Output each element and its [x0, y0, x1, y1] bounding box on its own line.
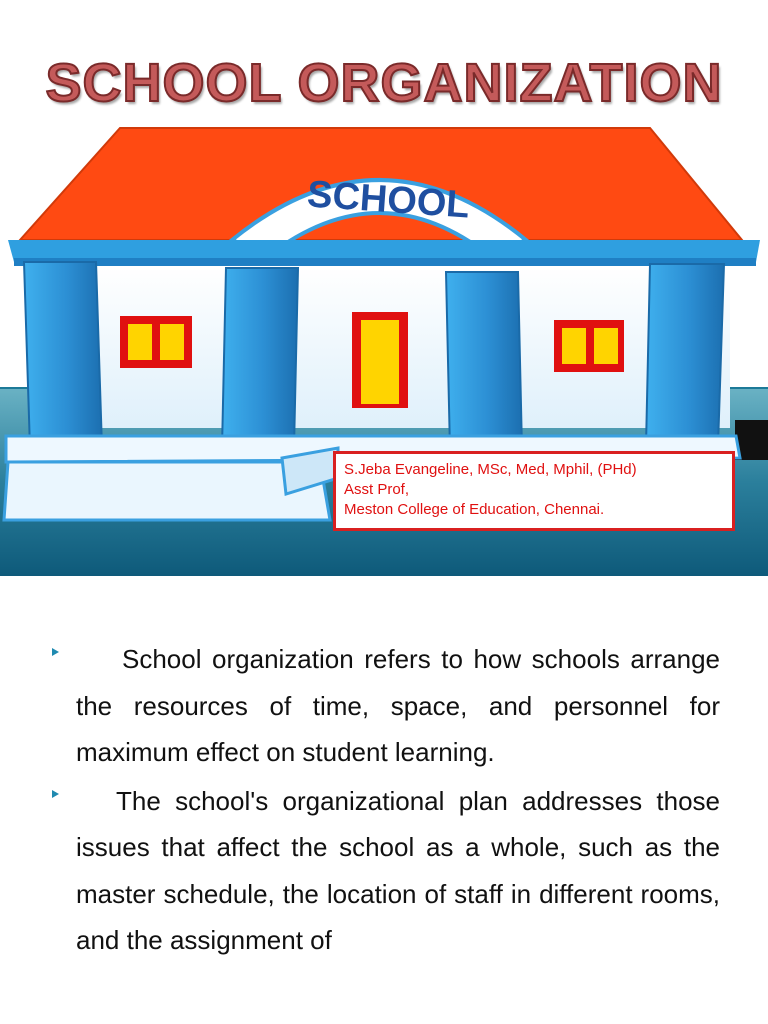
- building-sign-text: SCHOOL: [305, 173, 471, 227]
- window-right-pane-2: [594, 328, 618, 364]
- window-right-pane-1: [562, 328, 586, 364]
- bullet-text: School organization refers to how schools arrange the resources of time, space, and personnel for maximum effect on student learning.: [76, 644, 720, 767]
- author-institution: Meston College of Education, Chennai.: [344, 501, 605, 518]
- door-panel: [361, 320, 399, 404]
- roof-eave-shadow: [14, 258, 756, 266]
- window-left-pane-1: [128, 324, 152, 360]
- pillar-4: [646, 264, 724, 446]
- front-steps: [4, 462, 330, 520]
- bullet-text: The school's organizational plan addresses those issues that affect the school as a whole, such as the master schedule, the location of staff in different rooms, and the assignment of: [76, 785, 720, 955]
- pillar-1: [24, 262, 102, 448]
- triangle-bullet-icon: [52, 648, 59, 656]
- bullet-item: [52, 636, 720, 776]
- author-info-box: [333, 451, 735, 531]
- window-left-pane-2: [160, 324, 184, 360]
- bullet-list: [52, 636, 720, 964]
- author-name: S.Jeba Evangeline, MSc, Med, Mphil, (PHd): [344, 461, 637, 478]
- pillar-2: [222, 268, 298, 448]
- author-position: Asst Prof,: [344, 481, 410, 498]
- bullet-item: [52, 778, 720, 964]
- pillar-3: [446, 272, 522, 450]
- slide-title: SCHOOL ORGANIZATION: [45, 53, 723, 113]
- triangle-bullet-icon: [52, 790, 59, 798]
